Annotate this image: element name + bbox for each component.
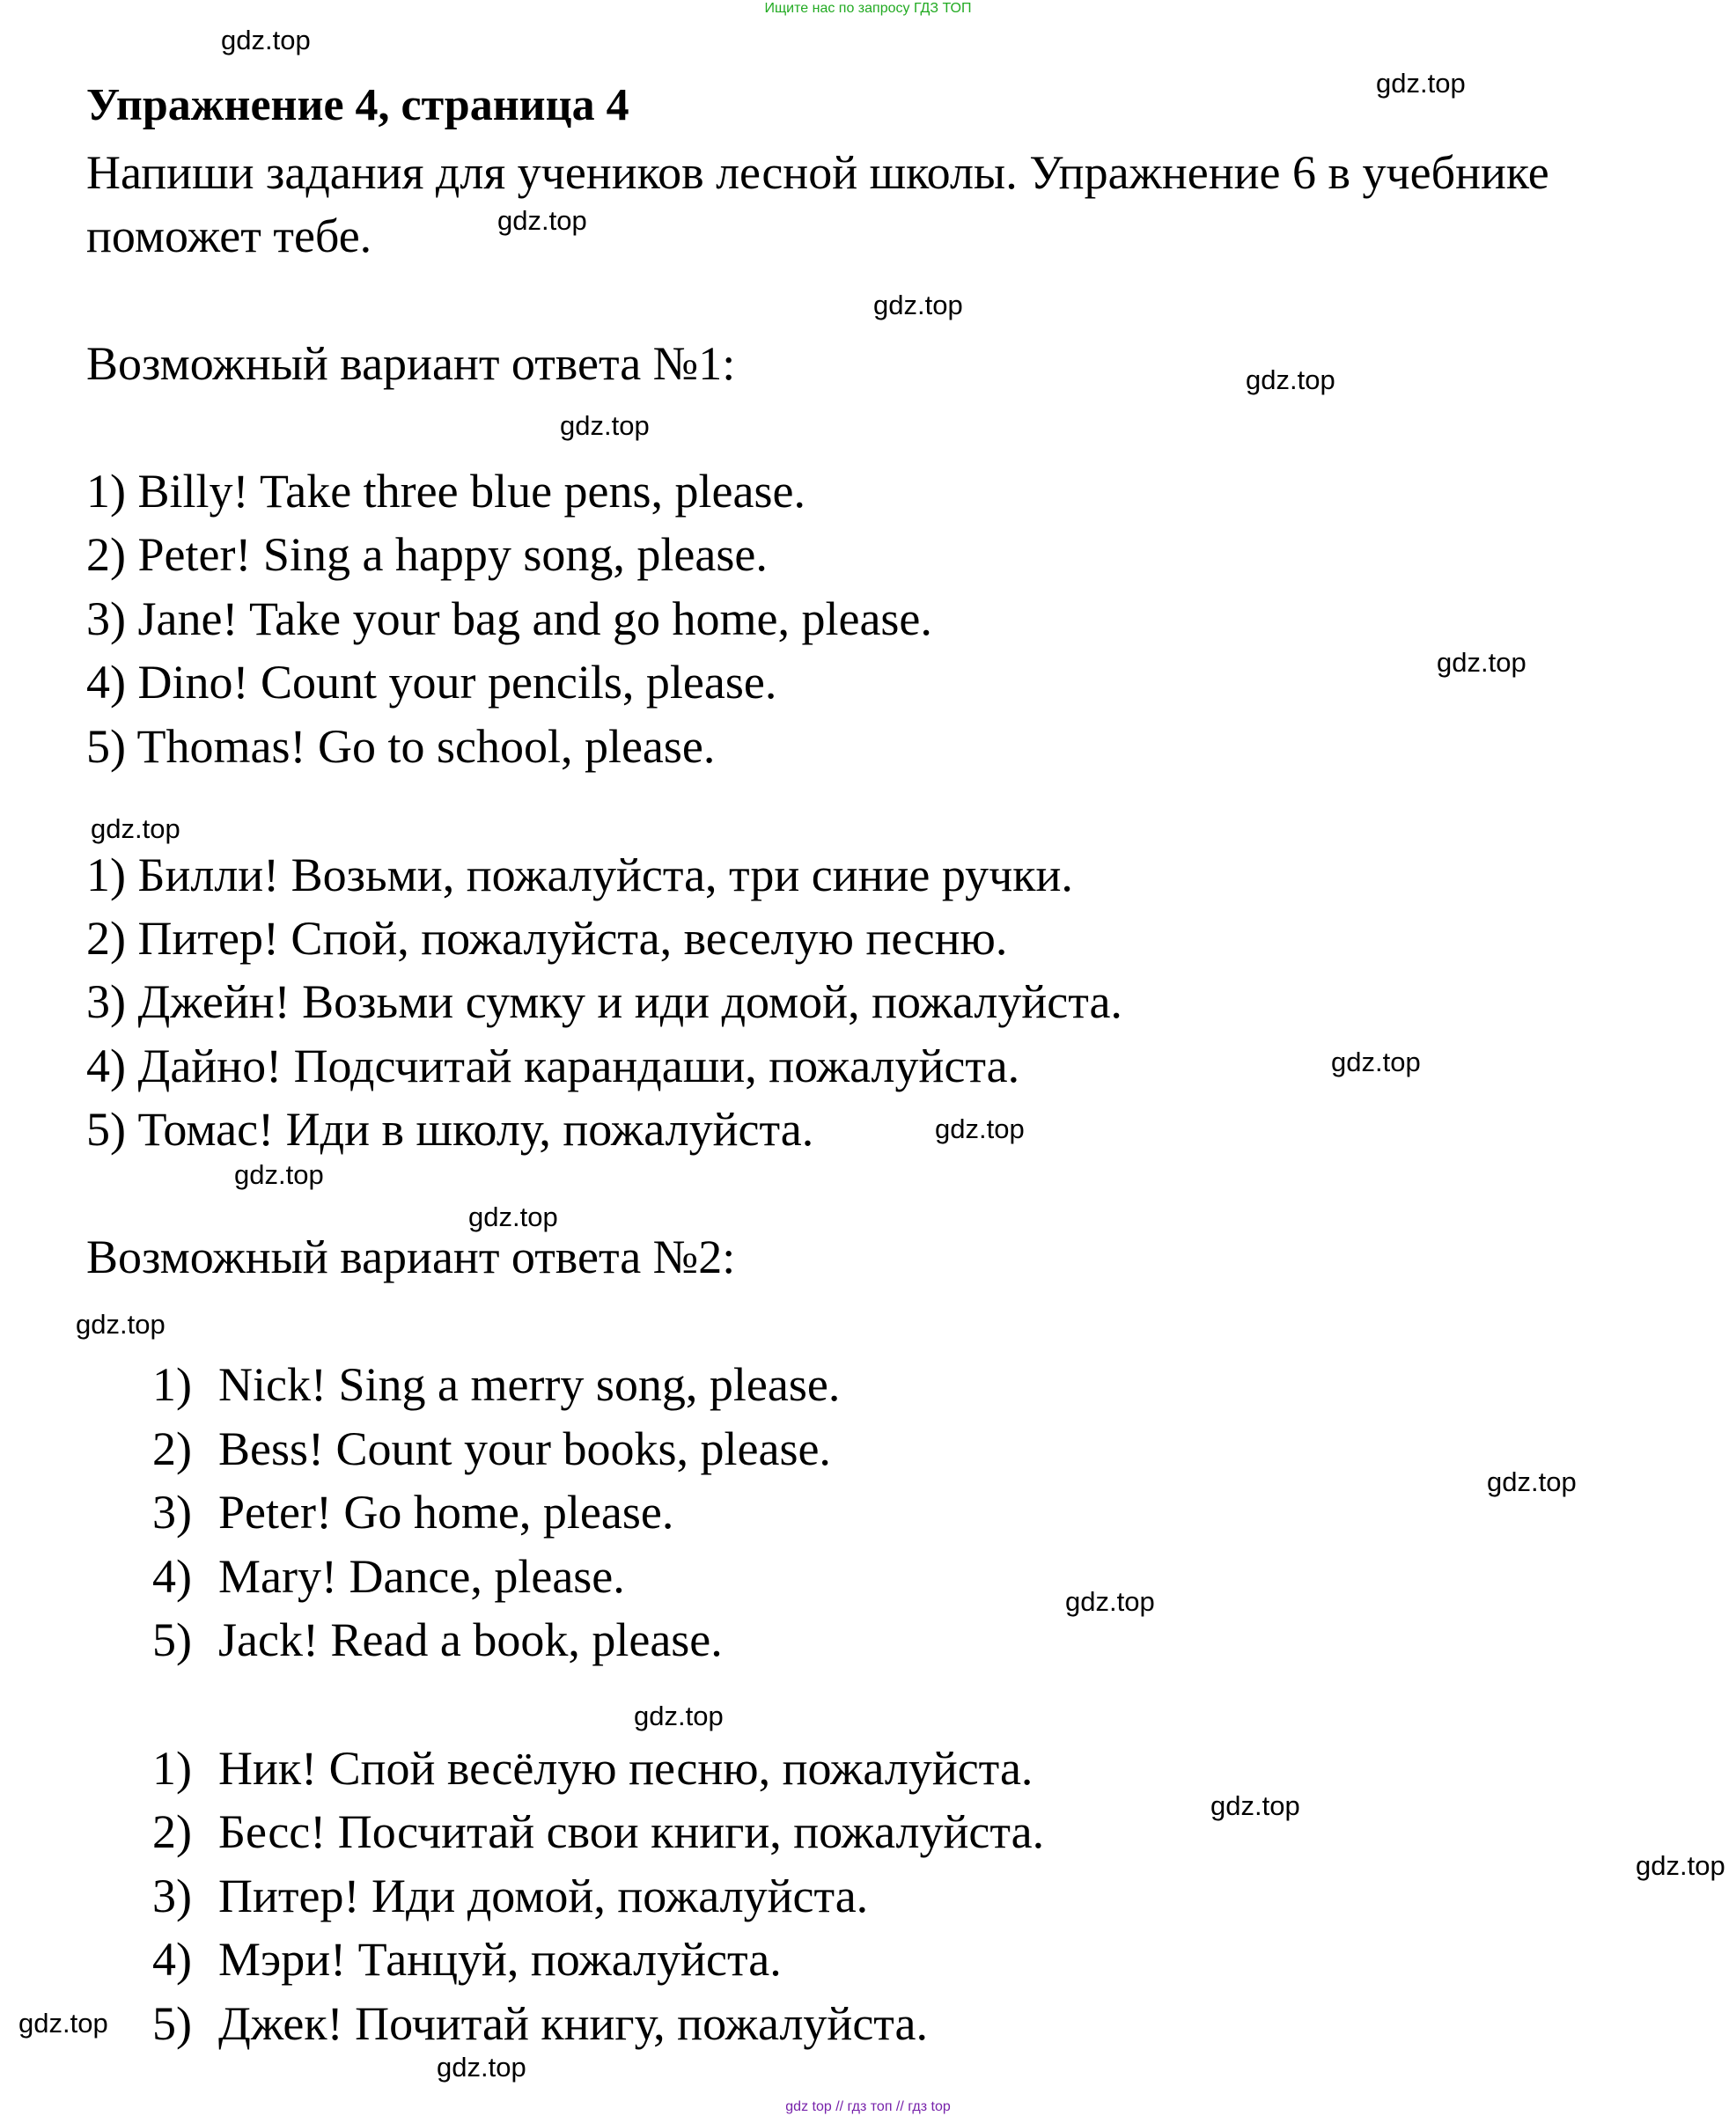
item-text: Mary! Dance, please. [218, 1550, 625, 1603]
item-number: 2) [152, 1422, 192, 1475]
watermark: gdz.top [935, 1113, 1025, 1144]
variant-1-russian-line: 5) Томас! Иди в школу, пожалуйста. [86, 1103, 814, 1156]
watermark: gdz.top [18, 2008, 108, 2039]
top-search-banner: Ищите нас по запросу ГДЗ ТОП [764, 1, 972, 16]
variant-1-english-line: 3) Jane! Take your bag and go home, please. [86, 592, 932, 645]
watermark: gdz.top [437, 2052, 526, 2083]
variant-2-russian-item [152, 1868, 868, 1924]
item-number: 3) [152, 1486, 192, 1539]
item-text: Питер! Иди домой, пожалуйста. [218, 1870, 869, 1922]
item-text: Jack! Read a book, please. [218, 1613, 723, 1666]
variant-1-russian-line: 3) Джейн! Возьми сумку и иди домой, пожалуйста. [86, 975, 1122, 1028]
variant-1-russian-line: 2) Питер! Спой, пожалуйста, веселую песню. [86, 912, 1008, 965]
item-number: 2) [152, 1805, 192, 1858]
watermark: gdz.top [1487, 1466, 1577, 1497]
watermark: gdz.top [1437, 647, 1526, 678]
item-text: Bess! Count your books, please. [218, 1422, 831, 1475]
variant-2-russian-item [152, 1995, 928, 2052]
item-number: 1) [152, 1358, 192, 1411]
item-number: 5) [152, 1613, 192, 1666]
watermark: gdz.top [1210, 1790, 1300, 1821]
variant-2-english-item [152, 1612, 723, 1668]
page-title: Упражнение 4, страница 4 [86, 80, 629, 130]
watermark: gdz.top [1376, 68, 1466, 99]
variant-2-russian-item [152, 1740, 1033, 1796]
item-text: Ник! Спой весёлую песню, пожалуйста. [218, 1742, 1034, 1795]
watermark: gdz.top [76, 1309, 166, 1340]
watermark: gdz.top [468, 1201, 558, 1232]
variant-1-english-line: 2) Peter! Sing a happy song, please. [86, 528, 768, 581]
variant-1-russian-line: 4) Дайно! Подсчитай карандаши, пожалуйста. [86, 1040, 1020, 1092]
variant-1-english-line: 5) Thomas! Go to school, please. [86, 720, 716, 773]
watermark: gdz.top [1331, 1047, 1421, 1077]
watermark: gdz.top [634, 1701, 724, 1731]
watermark: gdz.top [221, 25, 311, 55]
variant-2-russian-item [152, 1804, 1044, 1860]
watermark: gdz.top [560, 410, 650, 441]
item-text: Джек! Почитай книгу, пожалуйста. [218, 1997, 929, 2050]
watermark: gdz.top [873, 290, 963, 320]
variant-2-english-item [152, 1548, 625, 1605]
variant-2-russian-item [152, 1931, 782, 1987]
variant-1-english-line: 4) Dino! Count your pencils, please. [86, 656, 777, 709]
watermark: gdz.top [1065, 1586, 1155, 1617]
exercise-prompt: Напиши задания для учеников лесной школы. Упражнение 6 в учебнике поможет тебе. [86, 146, 1549, 262]
watermark: gdz.top [234, 1159, 324, 1190]
item-number: 1) [152, 1742, 192, 1795]
item-text: Мэри! Танцуй, пожалуйста. [218, 1933, 782, 1986]
variant-1-heading: Возможный вариант ответа №1: [86, 337, 736, 390]
watermark: gdz.top [497, 205, 587, 236]
variant-1-english-line: 1) Billy! Take three blue pens, please. [86, 465, 805, 518]
variant-1-russian-line: 1) Билли! Возьми, пожалуйста, три синие ручки. [86, 849, 1073, 901]
item-number: 4) [152, 1933, 192, 1986]
variant-2-heading: Возможный вариант ответа №2: [86, 1231, 736, 1283]
item-text: Nick! Sing a merry song, please. [218, 1358, 841, 1411]
item-number: 5) [152, 1997, 192, 2050]
watermark: gdz.top [1636, 1850, 1725, 1881]
variant-2-english-item [152, 1484, 673, 1540]
item-text: Peter! Go home, please. [218, 1486, 674, 1539]
watermark: gdz.top [91, 813, 180, 844]
item-number: 3) [152, 1870, 192, 1922]
item-text: Бесс! Посчитай свои книги, пожалуйста. [218, 1805, 1045, 1858]
item-number: 4) [152, 1550, 192, 1603]
variant-2-english-item [152, 1421, 831, 1477]
variant-2-english-item [152, 1356, 840, 1413]
bottom-banner: gdz top // гдз топ // гдз top [785, 2099, 951, 2114]
watermark: gdz.top [1246, 364, 1335, 395]
